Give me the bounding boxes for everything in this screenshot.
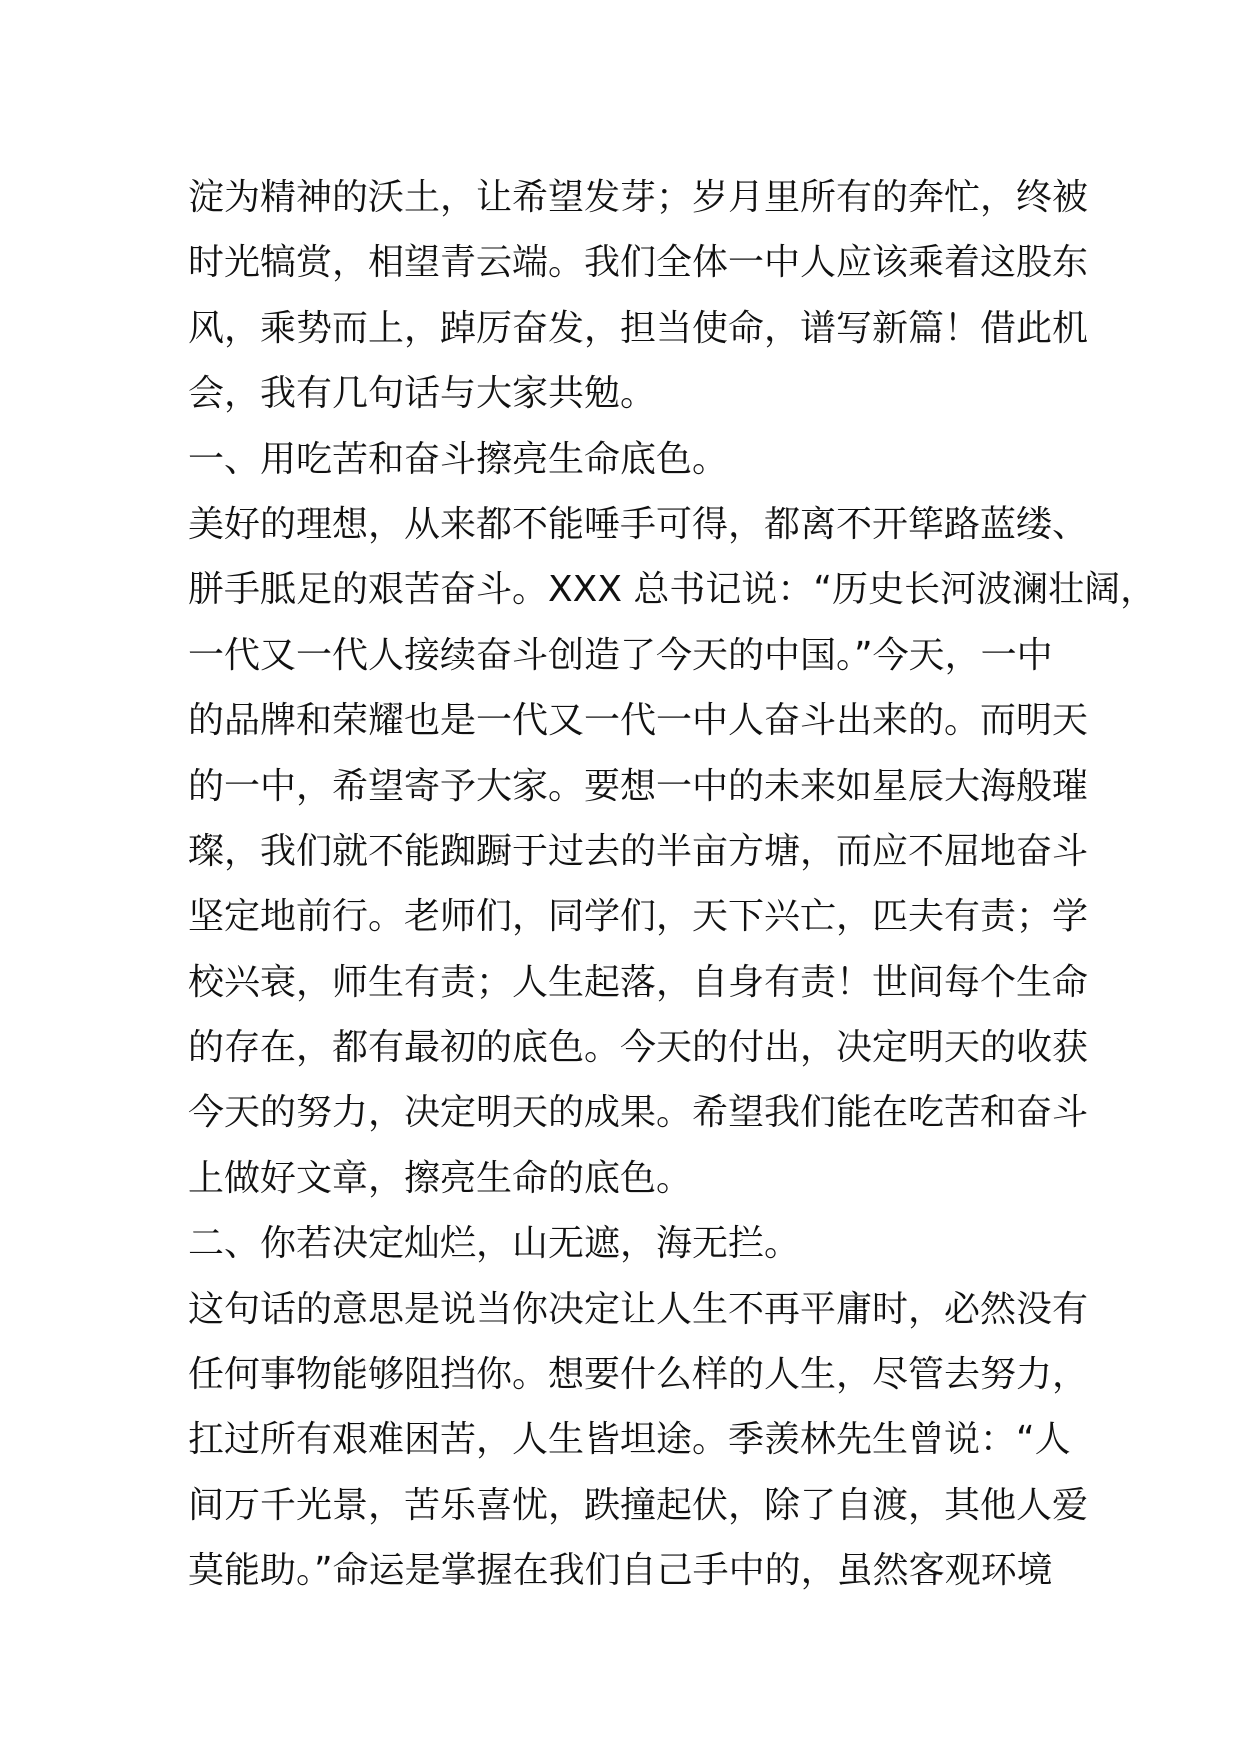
text-line: 风，乘势而上，踔厉奋发，担当使命，谱写新篇！借此机	[188, 307, 1089, 349]
text-line: 会，我有几句话与大家共勉。	[188, 373, 657, 415]
text-line: 间万千光景，苦乐喜忧，跌撞起伏，除了自渡，其他人爱	[188, 1484, 1089, 1526]
text-line: 莫能助。”命运是掌握在我们自己手中的，虽然客观环境	[188, 1550, 1053, 1592]
text-line: 今天的努力，决定明天的成果。希望我们能在吃苦和奋斗	[188, 1092, 1089, 1134]
text-line: 的一中，希望寄予大家。要想一中的未来如星辰大海般璀	[188, 765, 1089, 807]
text-line: 胼手胝足的艰苦奋斗。XXX 总书记说：“历史长河波澜壮阔，	[188, 569, 1157, 611]
text-line: 美好的理想，从来都不能唾手可得，都离不开筚路蓝缕、	[188, 503, 1089, 545]
text-line: 璨，我们就不能踟蹰于过去的半亩方塘，而应不屈地奋斗	[188, 830, 1089, 872]
text-line: 一代又一代人接续奋斗创造了今天的中国。”今天，一中	[188, 634, 1053, 676]
text-line: 坚定地前行。老师们，同学们，天下兴亡，匹夫有责；学	[188, 896, 1089, 938]
text-line: 的品牌和荣耀也是一代又一代一中人奋斗出来的。而明天	[188, 700, 1089, 742]
text-line: 时光犒赏，相望青云端。我们全体一中人应该乘着这股东	[188, 242, 1089, 284]
text-line: 校兴衰，师生有责；人生起落，自身有责！世间每个生命	[188, 961, 1089, 1003]
text-line: 的存在，都有最初的底色。今天的付出，决定明天的收获	[188, 1027, 1089, 1069]
text-line: 上做好文章，擦亮生命的底色。	[188, 1157, 693, 1199]
text-line: 扛过所有艰难困苦，人生皆坦途。季羡林先生曾说：“人	[188, 1419, 1071, 1461]
body-text	[188, 165, 1157, 1604]
text-line: 任何事物能够阻挡你。想要什么样的人生，尽管去努力，	[188, 1354, 1089, 1396]
section-heading-2: 二、你若决定灿烂，山无遮，海无拦。	[188, 1223, 801, 1265]
text-line: 这句话的意思是说当你决定让人生不再平庸时，必然没有	[188, 1288, 1089, 1330]
section-heading-1: 一、用吃苦和奋斗擦亮生命底色。	[188, 438, 729, 480]
text-line: 淀为精神的沃土，让希望发芽；岁月里所有的奔忙，终被	[188, 177, 1089, 218]
